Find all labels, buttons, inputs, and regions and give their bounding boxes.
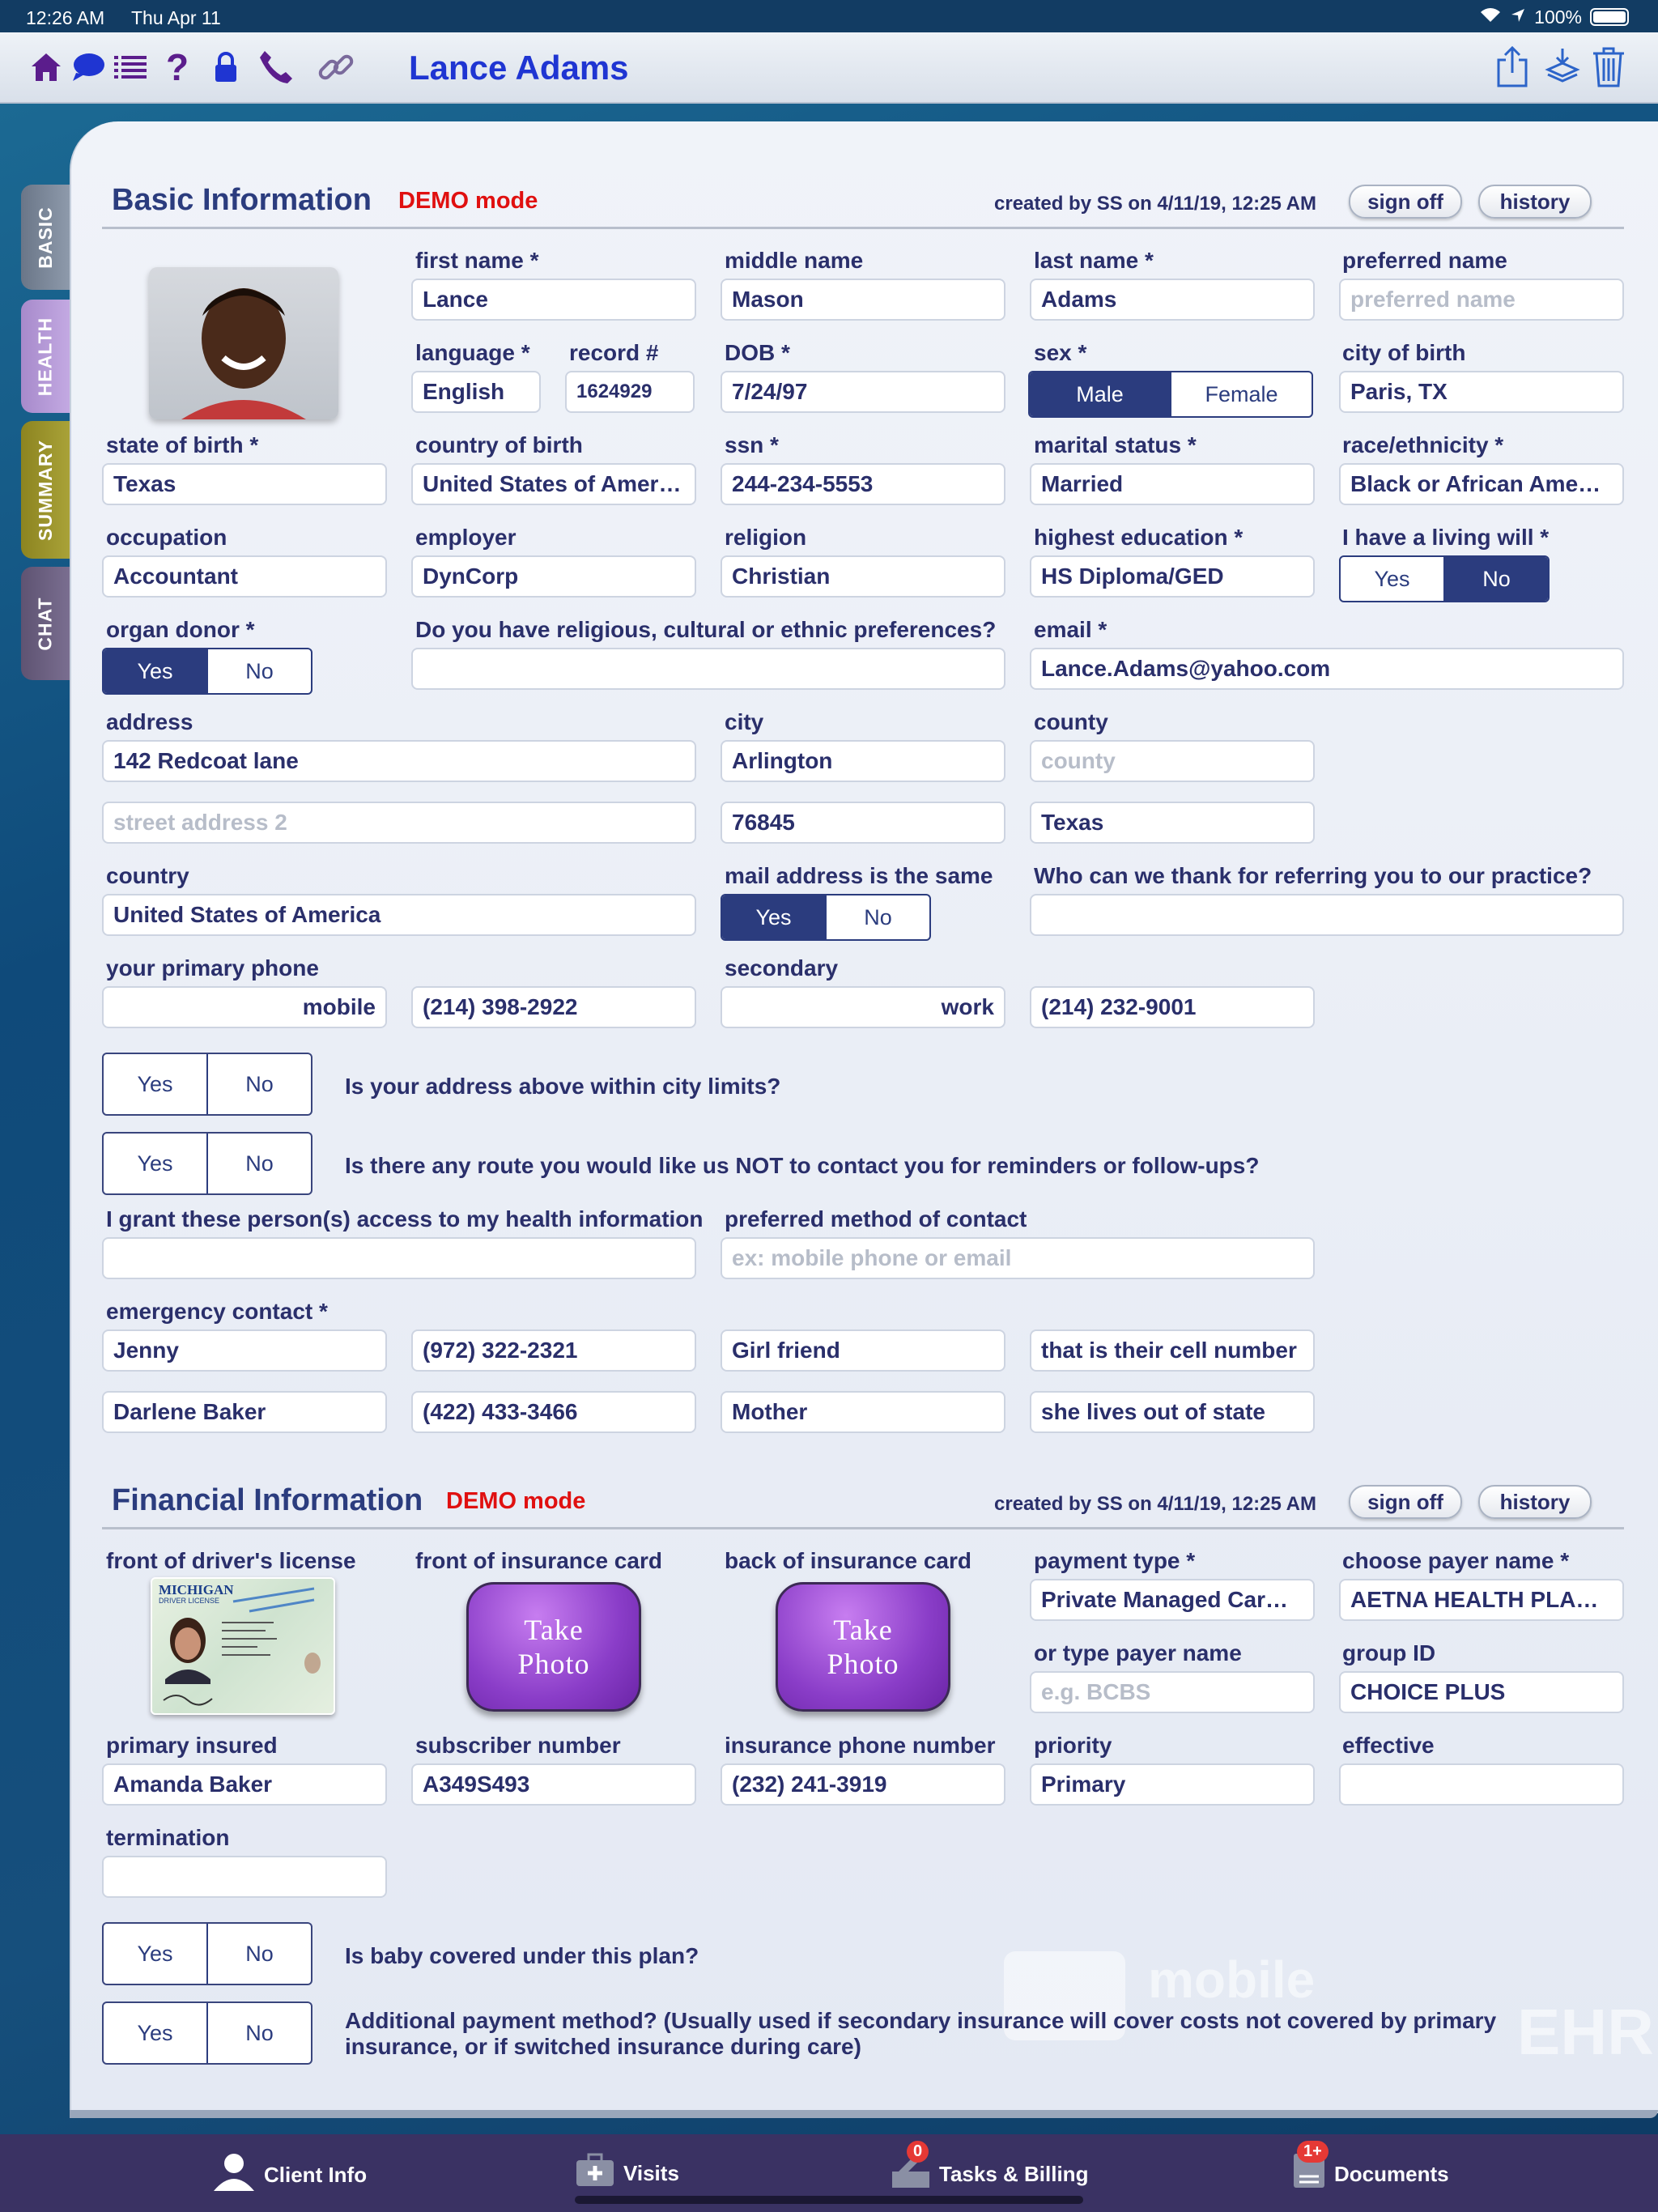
mail-same-yes[interactable]: Yes [722,895,825,939]
organ-donor-label: organ donor * [106,617,255,642]
home-icon[interactable] [26,47,66,87]
subscriber-label: subscriber number [415,1733,621,1758]
status-time: 12:26 AM [26,7,105,28]
basic-section-title: Basic Information [112,183,372,217]
grant-access-label: I grant these person(s) access to my health information [106,1206,704,1231]
type-payer-label: or type payer name [1034,1640,1242,1665]
ssn-label: ssn * [725,432,779,457]
last-name-field[interactable]: Adams [1030,279,1315,321]
layers-icon[interactable] [1545,45,1580,92]
person-icon [212,2152,256,2198]
dob-label: DOB * [725,340,790,365]
first-name-label: first name * [415,248,539,273]
basic-divider [102,227,1624,229]
trash-icon[interactable] [1592,45,1626,96]
organ-donor-no[interactable]: No [206,649,311,693]
state-of-birth-label: state of birth * [106,432,259,457]
secondary-phone-field[interactable]: (214) 232-9001 [1030,986,1315,1028]
financial-sign-off-button[interactable]: sign off [1349,1485,1462,1519]
avatar[interactable] [149,267,338,419]
preferences-field[interactable] [411,648,1005,690]
no-contact-question: Is there any route you would like us NOT to contact you for reminders or follow-ups? [345,1153,1260,1178]
county-field[interactable]: county [1030,740,1315,782]
financial-created-text: created by SS on 4/11/19, 12:25 AM [994,1493,1316,1515]
living-will-yes[interactable]: Yes [1374,566,1410,591]
preferred-contact-field[interactable]: ex: mobile phone or email [721,1237,1315,1279]
city-of-birth-field[interactable]: Paris, TX [1339,371,1624,413]
primary-phone-field[interactable]: (214) 398-2922 [411,986,696,1028]
insurance-phone-label: insurance phone number [725,1733,996,1758]
tab-summary[interactable]: SUMMARY [21,421,70,559]
emergency-phone-field[interactable]: (972) 322-2321 [411,1329,696,1372]
front-license-label: front of driver's license [106,1548,356,1573]
additional-payment-yes[interactable]: Yes [137,2020,173,2045]
battery-percent: 100% [1534,6,1582,28]
primary-insured-label: primary insured [106,1733,278,1758]
emergency-relation-field[interactable]: Mother [721,1391,1005,1433]
secondary-phone-type-field[interactable]: work [721,986,1005,1028]
race-field[interactable]: Black or African Ame… [1339,463,1624,505]
effective-label: effective [1342,1733,1435,1758]
financial-history-button[interactable]: history [1478,1485,1592,1519]
drivers-license-image[interactable] [151,1577,335,1715]
emergency-relation-field[interactable]: Girl friend [721,1329,1005,1372]
preferences-label: Do you have religious, cultural or ethnic preferences? [415,617,997,642]
language-field[interactable]: English [411,371,541,413]
emergency-contact-label: emergency contact * [106,1299,328,1324]
take-photo-back-insurance-button[interactable]: Take Photo [776,1582,950,1712]
state-field[interactable]: Texas [1030,802,1315,844]
first-name-field[interactable]: Lance [411,279,696,321]
medical-bag-icon [575,2152,615,2195]
insurance-phone-field[interactable]: (232) 241-3919 [721,1763,1005,1806]
priority-label: priority [1034,1733,1112,1758]
marital-status-label: marital status * [1034,432,1197,457]
top-nav [0,32,1658,104]
living-will-no[interactable]: No [1443,557,1548,601]
no-contact-no[interactable]: No [206,1134,311,1193]
address-line2-field[interactable]: street address 2 [102,802,696,844]
location-icon [1510,6,1526,28]
zip-field[interactable]: 76845 [721,802,1005,844]
primary-insured-field[interactable]: Amanda Baker [102,1763,387,1806]
additional-payment-question: Additional payment method? (Usually used if secondary insurance will cover costs not covered by primary insurance, or if switched insurance during care) [345,2008,1497,2059]
payer-name-label: choose payer name * [1342,1548,1570,1573]
preferred-contact-label: preferred method of contact [725,1206,1027,1231]
subscriber-field[interactable]: A349S493 [411,1763,696,1806]
termination-field[interactable] [102,1856,387,1898]
emergency-note-field[interactable]: that is their cell number [1030,1329,1315,1372]
living-will-toggle [1339,555,1550,602]
type-payer-field[interactable]: e.g. BCBS [1030,1671,1315,1713]
tasks-icon [891,2142,931,2197]
documents-icon [1292,2142,1326,2197]
record-field[interactable]: 1624929 [565,371,695,413]
baby-covered-yes[interactable]: Yes [137,1941,173,1966]
tab-tasks-billing[interactable]: 0 Tasks & Billing [891,2152,1088,2197]
documents-badge: 1+ [1297,2141,1329,2163]
basic-history-button[interactable]: history [1478,185,1592,219]
sex-label: sex * [1034,340,1087,365]
status-right [1479,6,1629,28]
tab-chat[interactable]: CHAT [21,567,70,680]
basic-created-text: created by SS on 4/11/19, 12:25 AM [994,193,1316,215]
group-id-field[interactable]: CHOICE PLUS [1339,1671,1624,1713]
link-icon[interactable] [316,47,356,87]
ssn-field[interactable]: 244-234-5553 [721,463,1005,505]
city-field[interactable]: Arlington [721,740,1005,782]
email-field[interactable]: Lance.Adams@yahoo.com [1030,648,1624,690]
no-contact-yes[interactable]: Yes [137,1151,173,1176]
preferred-name-field[interactable]: preferred name [1339,279,1624,321]
city-of-birth-label: city of birth [1342,340,1466,365]
education-field[interactable]: HS Diploma/GED [1030,555,1315,598]
take-photo-front-insurance-button[interactable]: Take Photo [466,1582,641,1712]
no-contact-toggle [102,1132,312,1195]
status-date: Thu Apr 11 [131,7,221,28]
effective-field[interactable] [1339,1763,1624,1806]
employer-label: employer [415,525,517,550]
baby-covered-question: Is baby covered under this plan? [345,1943,699,1968]
preferred-name-label: preferred name [1342,248,1507,273]
organ-donor-yes[interactable]: Yes [104,649,206,693]
form-card [70,121,1658,2113]
country-of-birth-field[interactable]: United States of Amer… [411,463,696,505]
city-limits-yes[interactable]: Yes [137,1071,173,1096]
email-label: email * [1034,617,1107,642]
occupation-label: occupation [106,525,227,550]
payment-type-field[interactable]: Private Managed Car… [1030,1579,1315,1621]
secondary-phone-label: secondary [725,955,839,981]
emergency-name-field[interactable]: Jenny [102,1329,387,1372]
dob-field[interactable]: 7/24/97 [721,371,1005,413]
chat-bubble-icon[interactable] [68,47,108,87]
payment-type-label: payment type * [1034,1548,1196,1573]
help-icon[interactable]: ? [165,46,189,88]
phone-icon[interactable] [256,47,296,87]
sex-male-option[interactable]: Male [1030,372,1170,416]
emergency-name-field[interactable]: Darlene Baker [102,1391,387,1433]
county-label: county [1034,709,1108,734]
additional-payment-no[interactable]: No [206,2003,311,2063]
mail-same-no[interactable]: No [825,895,929,939]
basic-sign-off-button[interactable]: sign off [1349,185,1462,219]
basic-demo-label: DEMO mode [398,188,538,214]
battery-icon [1590,8,1629,26]
back-insurance-label: back of insurance card [725,1548,972,1573]
patient-name-title: Lance Adams [409,49,629,87]
list-icon[interactable] [110,47,151,87]
living-will-label: I have a living will * [1342,525,1550,550]
license-type-text: DRIVER LICENSE [159,1597,220,1605]
tasks-badge: 0 [907,2141,929,2163]
mail-same-label: mail address is the same [725,863,993,888]
tab-client-info[interactable]: Client Info [212,2152,367,2198]
emergency-phone-field[interactable]: (422) 433-3466 [411,1391,696,1433]
license-state-text: MICHIGAN [159,1582,234,1597]
primary-phone-type-field[interactable]: mobile [102,986,387,1028]
race-label: race/ethnicity * [1342,432,1504,457]
home-indicator [575,2196,1083,2204]
country-of-birth-label: country of birth [415,432,583,457]
education-label: highest education * [1034,525,1244,550]
group-id-label: group ID [1342,1640,1436,1665]
tab-visits[interactable]: Visits [575,2152,679,2195]
religion-label: religion [725,525,807,550]
address-line1-field[interactable]: 142 Redcoat lane [102,740,696,782]
grant-access-field[interactable] [102,1237,696,1279]
referral-label: Who can we thank for referring you to our practice? [1034,863,1592,888]
front-insurance-label: front of insurance card [415,1548,662,1573]
watermark-ehr-text: EHR [1517,1996,1654,2068]
financial-section-title: Financial Information [112,1483,423,1517]
occupation-field[interactable]: Accountant [102,555,387,598]
marital-status-field[interactable]: Married [1030,463,1315,505]
status-bar [0,0,1658,32]
termination-label: termination [106,1825,230,1850]
middle-name-field[interactable]: Mason [721,279,1005,321]
lock-icon[interactable] [206,47,246,87]
last-name-label: last name * [1034,248,1154,273]
primary-phone-label: your primary phone [106,955,319,981]
country-field[interactable]: United States of America [102,894,696,936]
financial-divider [102,1527,1624,1529]
mail-same-toggle [721,894,931,941]
referral-field[interactable] [1030,894,1624,936]
city-label: city [725,709,764,734]
baby-covered-no[interactable]: No [206,1924,311,1984]
tab-basic[interactable]: BASIC [21,185,70,290]
sex-selector [1028,371,1313,418]
tab-documents[interactable]: 1+ Documents [1292,2152,1449,2197]
priority-field[interactable]: Primary [1030,1763,1315,1806]
city-limits-question: Is your address above within city limits? [345,1074,781,1099]
tab-health[interactable]: HEALTH [21,300,70,413]
address-label: address [106,709,193,734]
country-label: country [106,863,189,888]
employer-field[interactable]: DynCorp [411,555,696,598]
city-limits-no[interactable]: No [206,1054,311,1114]
religion-field[interactable]: Christian [721,555,1005,598]
record-label: record # [569,340,659,365]
state-of-birth-field[interactable]: Texas [102,463,387,505]
city-limits-toggle [102,1053,312,1116]
middle-name-label: middle name [725,248,864,273]
share-icon[interactable] [1496,45,1528,96]
wifi-icon [1479,6,1502,28]
baby-covered-toggle [102,1922,312,1985]
language-label: language * [415,340,530,365]
sex-female-option[interactable]: Female [1170,372,1312,416]
additional-payment-toggle [102,2001,312,2065]
organ-donor-toggle [102,648,312,695]
payer-name-field[interactable]: AETNA HEALTH PLA… [1339,1579,1624,1621]
watermark-mobile-text: mobile [1148,1950,1316,2009]
emergency-note-field[interactable]: she lives out of state [1030,1391,1315,1433]
financial-demo-label: DEMO mode [446,1488,586,1514]
